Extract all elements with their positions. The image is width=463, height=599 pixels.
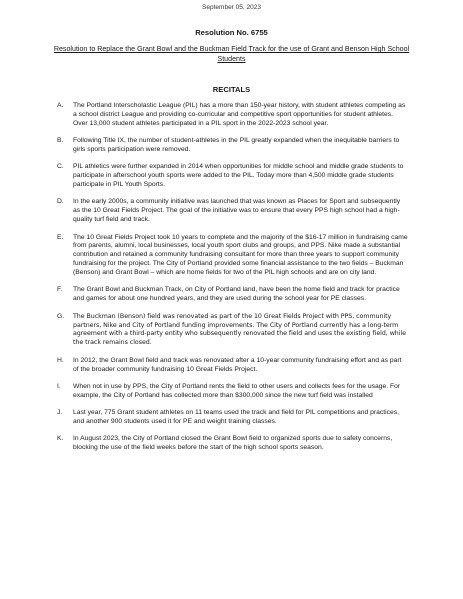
recital-text: The Grant Bowl and Buckman Track, on City of Portland land, have been the home field and track for practice and games for about one hundred years, and they are used during the school year for PE classes. bbox=[73, 286, 400, 303]
recital-letter: I. bbox=[57, 382, 61, 390]
recital-letter: E. bbox=[57, 233, 64, 241]
recitals-heading: RECITALS bbox=[212, 85, 251, 94]
recital-text: In August 2023, the City of Portland closed the Grant Bowl field to organized sports due to safety concerns, blocking the use of the field weeks before the start of the high school sports season. bbox=[73, 435, 393, 452]
recital-text: PIL athletics were further expanded in 2014 when opportunities for middle school and middle grade students to participate in afterschool youth sports were added to the PIL. Today more than 4,500 middle grade students participate in PIL Youth Sports. bbox=[73, 163, 404, 189]
recital-text: Following Title IX, the number of student-athletes in the PIL greatly expanded when the inequitable barriers to girls sports participation were removed. bbox=[73, 137, 400, 154]
recitals-list bbox=[57, 102, 409, 461]
recital-item-c bbox=[57, 163, 409, 190]
recital-item-j bbox=[57, 409, 409, 427]
recital-text: The Portland Interscholastic League (PIL) has a more than 150-year history, with student athletes competing as a school district League and providing co-curricular and competitive sport opportunities for student athletes. Over 13,000 student athletes participated in a PIL sport in the 2022-2023 school year. bbox=[73, 102, 406, 127]
recital-letter: J. bbox=[57, 409, 63, 417]
recital-letter: H. bbox=[57, 356, 64, 364]
recital-item-a bbox=[57, 102, 409, 129]
recital-item-k bbox=[57, 435, 409, 453]
recital-text: In 2012, the Grant Bowl field and track was renovated after a 10-year community fundraising effort and as part of the broader community fundraising 10 Great Fields Project. bbox=[73, 356, 402, 373]
recital-letter: B. bbox=[57, 137, 64, 145]
recital-text: The 10 Great Fields Project took 10 years to complete and the majority of the $16-17 million in fundraising came from parents, alumni, local businesses, local youth sport clubs and groups, and PPS. Nike made a substantial contribution and retained a community fundraising consultant for more than three years to support community fundraising for the project. The City of Portland provided some financial assistance to the two fields – Buckman (Benson) and Grant Bowl – which are home fields for two of the PIL high schools and are on city land. bbox=[73, 233, 408, 277]
page-date: September 05, 2023 bbox=[202, 4, 261, 11]
recital-item-d bbox=[57, 198, 409, 225]
recital-item-g bbox=[57, 313, 409, 349]
recital-item-e bbox=[57, 234, 409, 279]
recital-item-h bbox=[57, 357, 409, 375]
recital-text: Last year, 775 Grant student athletes on 11 teams used the track and field for PIL competitions and practices, and another 900 students used it for PE and weight training classes. bbox=[73, 409, 400, 425]
recital-text: In the early 2000s, a community initiative was launched that was known as Places for Sport and subsequently as the 10 Great Fields Project. The goal of the initiative was to ensure that every PPS high school had a high-quality turf field and track. bbox=[73, 198, 401, 224]
resolution-number: Resolution No. 6755 bbox=[195, 28, 268, 37]
recital-letter: D. bbox=[57, 198, 64, 206]
recital-letter: A. bbox=[57, 102, 64, 109]
recital-item-f bbox=[57, 286, 409, 304]
recital-letter: F. bbox=[57, 286, 63, 294]
recital-item-i bbox=[57, 383, 409, 401]
recital-text: The Buckman (Benson) field was renovated as part of the 10 Great Fields Project with PPS, community partners, Nike and City of Portland funding improvements. The City of Portland currently has a long-term agreement with a third-party entity who subsequently renovated the field and uses the existing field, while the track remains closed. bbox=[73, 312, 406, 347]
recital-letter: C. bbox=[57, 163, 64, 171]
recital-text: When not in use by PPS, the City of Portland rents the field to other users and collects fees for the usage. For example, the City of Portland has collected more than $300,000 since the new turf field was installed bbox=[73, 382, 401, 399]
resolution-title: Resolution to Replace the Grant Bowl and the Buckman Field Track for the use of Grant and Benson High School Students bbox=[53, 45, 410, 64]
recital-letter: G. bbox=[57, 312, 65, 320]
recital-item-b bbox=[57, 137, 409, 155]
recital-letter: K. bbox=[57, 435, 64, 443]
